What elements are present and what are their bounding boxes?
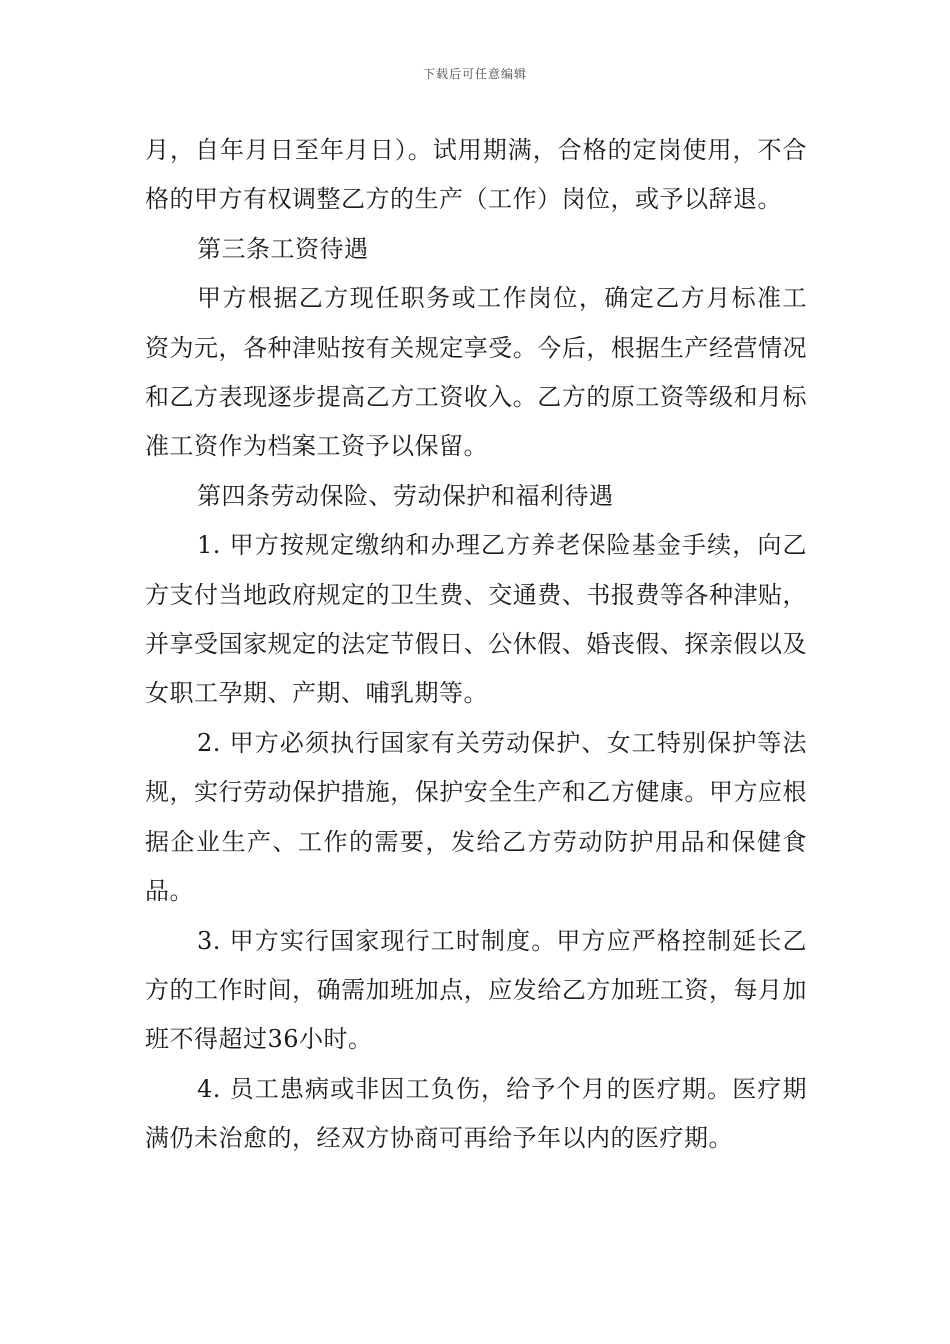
clause-3-working-hours: 3. 甲方实行国家现行工时制度。甲方应严格控制延长乙方的工作时间，确需加班加点，应发给乙方加班工资，每月加班不得超过36小时。 [145,926,807,1054]
page-header-note: 下载后可任意编辑 [422,67,527,81]
document-body [145,126,807,1164]
paragraph-probation-end: 月，自年月日至年月日）。试用期满，合格的定岗使用，不合格的甲方有权调整乙方的生产（工作）岗位，或予以辞退。 [145,136,807,214]
paragraph-wage-terms: 甲方根据乙方现任职务或工作岗位，确定乙方月标准工资为元，各种津贴按有关规定享受。今后，根据生产经营情况和乙方表现逐步提高乙方工资收入。乙方的原工资等级和月标准工资作为档案工资予以保留。 [145,284,807,461]
clause-2-labor-protection: 2. 甲方必须执行国家有关劳动保护、女工特别保护等法规，实行劳动保护措施，保护安全生产和乙方健康。甲方应根据企业生产、工作的需要，发给乙方劳动防护用品和保健食品。 [145,728,807,906]
heading-article-3-wages: 第三条工资待遇 [197,234,369,263]
clause-1-pension: 1. 甲方按规定缴纳和办理乙方养老保险基金手续，向乙方支付当地政府规定的卫生费、交通费、书报费等各种津贴，并享受国家规定的法定节假日、公休假、婚丧假、探亲假以及女职工孕期、产期、哺乳期等。 [145,531,807,708]
heading-article-4-insurance: 第四条劳动保险、劳动保护和福利待遇 [197,481,614,510]
clause-4-medical-leave: 4. 员工患病或非因工负伤，给予个月的医疗期。医疗期满仍未治愈的，经双方协商可再给予年以内的医疗期。 [145,1074,807,1153]
